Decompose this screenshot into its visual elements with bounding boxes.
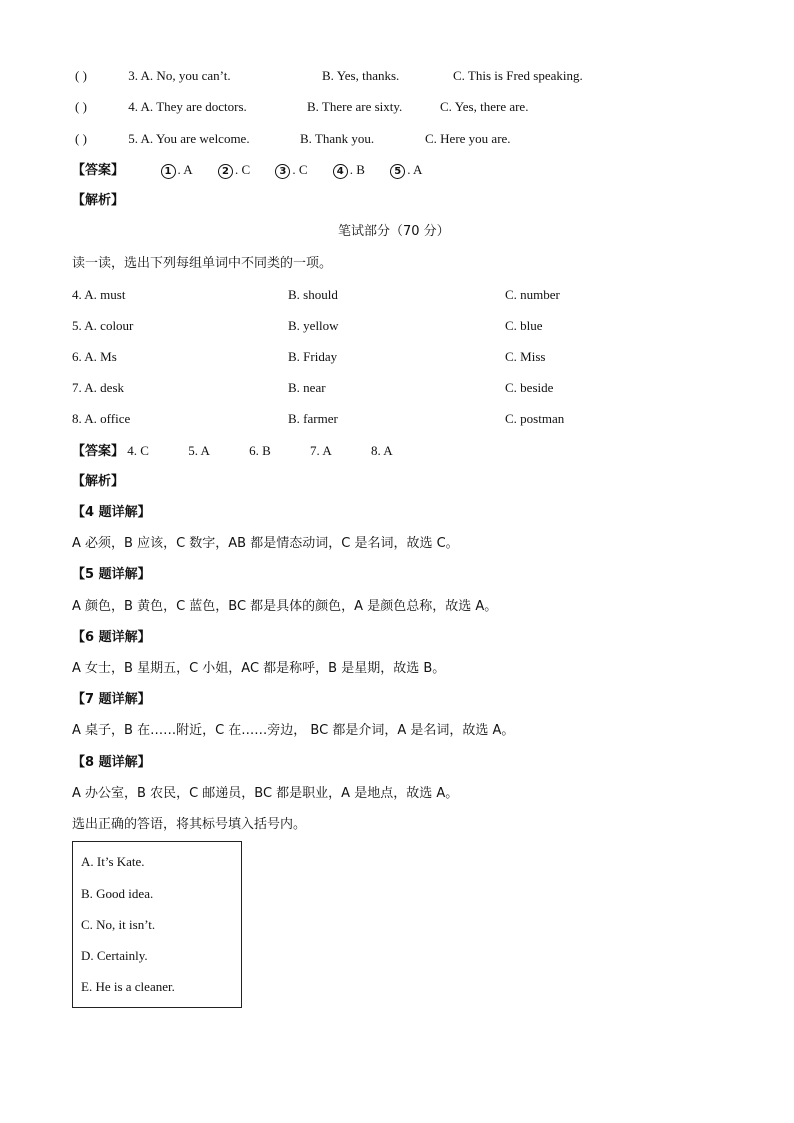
box-option-d: D. Certainly. xyxy=(81,948,148,963)
word-q-option-c: C. postman xyxy=(505,411,565,426)
listening-item-5 xyxy=(75,131,250,147)
word-q-option-b: B. farmer xyxy=(288,411,338,426)
detail-heading: 【6 题详解】 xyxy=(72,630,151,645)
box-option-a: A. It’s Kate. xyxy=(81,854,145,869)
detail-text: A 女士，B 星期五，C 小姐，AC 都是称呼，B 是星期，故选 B。 xyxy=(72,661,446,676)
answer-label: 【答案】 xyxy=(72,444,125,459)
detail-heading: 【4 题详解】 xyxy=(72,505,151,520)
question-number: 4. xyxy=(128,99,138,114)
answer-label: 【答案】 xyxy=(72,163,125,178)
option-a: A. They are doctors. xyxy=(140,99,247,114)
circled-number: 5 xyxy=(390,164,405,179)
answer-blank: ( ) xyxy=(75,68,87,83)
answer-blank: ( ) xyxy=(75,99,87,114)
word-q-option-a: 4. A. must xyxy=(72,287,126,302)
box-option-b: B. Good idea. xyxy=(81,886,154,901)
detail-heading: 【5 题详解】 xyxy=(72,567,151,582)
word-q-option-c: C. blue xyxy=(505,318,543,333)
word-q-option-b: B. yellow xyxy=(288,318,339,333)
section-title: 笔试部分（70 分） xyxy=(338,224,450,239)
word-q-option-a: 6. A. Ms xyxy=(72,349,117,364)
detail-text: A 必须，B 应该，C 数字，AB 都是情态动词，C 是名词，故选 C。 xyxy=(72,536,459,551)
option-c: C. Yes, there are. xyxy=(440,99,529,114)
circled-number: 4 xyxy=(333,164,348,179)
detail-text: A 办公室，B 农民，C 邮递员，BC 都是职业，A 是地点，故选 A。 xyxy=(72,786,459,801)
word-q-option-c: C. number xyxy=(505,287,560,302)
option-b: B. Yes, thanks. xyxy=(322,68,400,83)
option-b: B. Thank you. xyxy=(300,131,375,146)
answer-item: 1 . A xyxy=(161,162,193,179)
box-option-c: C. No, it isn’t. xyxy=(81,917,156,932)
answer-item: 5 . A xyxy=(390,162,422,179)
question-number: 5. xyxy=(128,131,138,146)
word-q-option-c: C. beside xyxy=(505,380,554,395)
instruction: 选出正确的答语，将其标号填入括号内。 xyxy=(72,817,307,832)
detail-text: A 桌子，B 在……附近，C 在……旁边， BC 都是介词，A 是名词，故选 A。 xyxy=(72,723,515,738)
answer-item: 4 . B xyxy=(333,162,365,179)
answer-blank: ( ) xyxy=(75,131,87,146)
detail-heading: 【7 题详解】 xyxy=(72,692,151,707)
answer-item: 8. A xyxy=(370,443,393,458)
answer-item: 4. C xyxy=(127,443,149,458)
option-a: A. You are welcome. xyxy=(140,131,250,146)
analysis-label: 【解析】 xyxy=(72,193,125,208)
circled-number: 1 xyxy=(161,164,176,179)
word-q-option-a: 5. A. colour xyxy=(72,318,134,333)
answer-item: 2 . C xyxy=(218,162,250,179)
option-c: C. This is Fred speaking. xyxy=(453,68,583,83)
word-q-option-a: 7. A. desk xyxy=(72,380,124,395)
word-q-option-b: B. near xyxy=(288,380,326,395)
word-q-option-b: B. Friday xyxy=(288,349,338,364)
word-q-option-b: B. should xyxy=(288,287,338,302)
answer-item: 6. B xyxy=(249,443,271,458)
instruction: 读一读，选出下列每组单词中不同类的一项。 xyxy=(72,256,333,271)
circled-number: 2 xyxy=(218,164,233,179)
option-b: B. There are sixty. xyxy=(307,99,403,114)
circled-number: 3 xyxy=(275,164,290,179)
answer-item: 5. A xyxy=(188,443,210,458)
question-number: 3. xyxy=(128,68,138,83)
listening-item-4 xyxy=(75,99,247,115)
detail-heading: 【8 题详解】 xyxy=(72,755,151,770)
word-q-option-c: C. Miss xyxy=(505,349,546,364)
answer-item: 7. A xyxy=(310,443,332,458)
listening-item-3 xyxy=(75,68,231,84)
options-box xyxy=(72,841,242,1008)
analysis-label: 【解析】 xyxy=(72,474,125,489)
answer-row-1 xyxy=(72,162,444,179)
box-option-e: E. He is a cleaner. xyxy=(81,979,175,994)
word-q-option-a: 8. A. office xyxy=(72,411,131,426)
detail-text: A 颜色，B 黄色，C 蓝色，BC 都是具体的颜色，A 是颜色总称，故选 A。 xyxy=(72,599,498,614)
option-c: C. Here you are. xyxy=(425,131,511,146)
answer-item: 3 . C xyxy=(275,162,307,179)
option-a: A. No, you can’t. xyxy=(140,68,231,83)
answer-row-2 xyxy=(72,443,409,460)
